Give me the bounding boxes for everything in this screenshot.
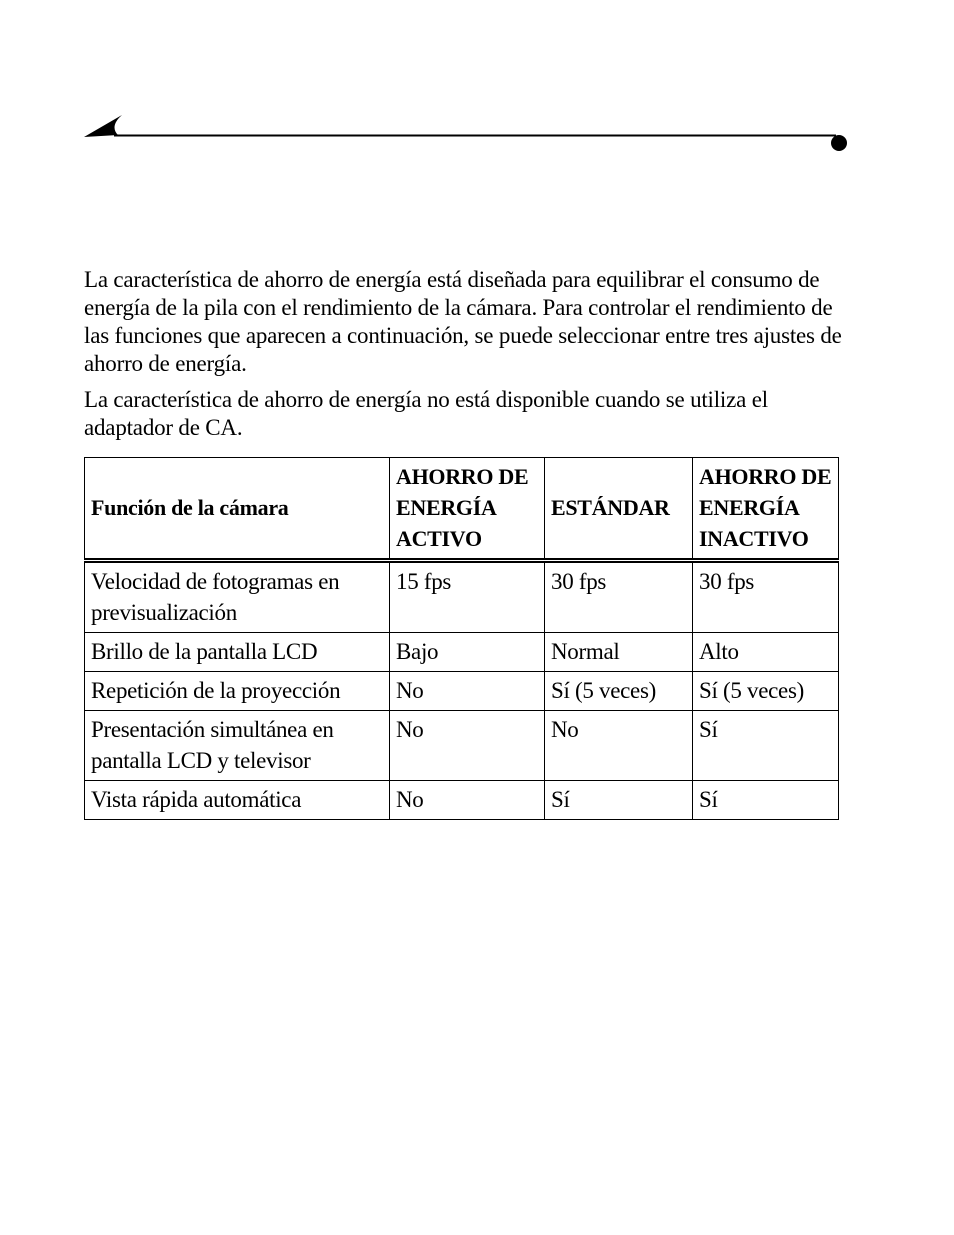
cell-active: No bbox=[390, 711, 545, 781]
cell-function: Presentación simultánea en pantalla LCD y televisor bbox=[85, 711, 390, 781]
cell-function: Velocidad de fotogramas en previsualización bbox=[85, 561, 390, 633]
cell-function: Brillo de la pantalla LCD bbox=[85, 633, 390, 672]
header-rule bbox=[84, 112, 854, 152]
table-row bbox=[85, 633, 839, 672]
cell-function: Repetición de la proyección bbox=[85, 672, 390, 711]
cell-inactive: Sí bbox=[693, 711, 839, 781]
cell-standard: Sí bbox=[545, 781, 693, 820]
table-row bbox=[85, 781, 839, 820]
table-row bbox=[85, 561, 839, 633]
cell-active: No bbox=[390, 781, 545, 820]
table-row bbox=[85, 672, 839, 711]
header-rule-dot bbox=[831, 135, 847, 151]
header-rule-arrowhead bbox=[84, 115, 122, 137]
cell-standard: No bbox=[545, 711, 693, 781]
cell-standard: Normal bbox=[545, 633, 693, 672]
cell-active: 15 fps bbox=[390, 561, 545, 633]
intro-paragraph-1: La característica de ahorro de energía está diseñada para equilibrar el consumo de energía de la pila con el rendimiento de la cámara. Para controlar el rendimiento de las funciones que aparecen a continuación, se puede seleccionar entre tres ajustes de ahorro de energía. bbox=[84, 267, 842, 376]
cell-inactive: 30 fps bbox=[693, 561, 839, 633]
cell-inactive: Alto bbox=[693, 633, 839, 672]
cell-inactive: Sí bbox=[693, 781, 839, 820]
cell-function: Vista rápida automática bbox=[85, 781, 390, 820]
intro-section bbox=[84, 266, 844, 450]
header-camera-function: Función de la cámara bbox=[85, 458, 390, 561]
header-standard: ESTÁNDAR bbox=[545, 458, 693, 561]
cell-standard: Sí (5 veces) bbox=[545, 672, 693, 711]
cell-standard: 30 fps bbox=[545, 561, 693, 633]
cell-inactive: Sí (5 veces) bbox=[693, 672, 839, 711]
cell-active: No bbox=[390, 672, 545, 711]
table-row bbox=[85, 711, 839, 781]
table-header-row bbox=[85, 458, 839, 561]
intro-paragraph-2: La característica de ahorro de energía no está disponible cuando se utiliza el adaptador de CA. bbox=[84, 387, 768, 440]
header-power-save-inactive: AHORRO DE ENERGÍA INACTIVO bbox=[693, 458, 839, 561]
cell-active: Bajo bbox=[390, 633, 545, 672]
power-saving-table bbox=[84, 457, 839, 820]
header-power-save-active: AHORRO DE ENERGÍA ACTIVO bbox=[390, 458, 545, 561]
